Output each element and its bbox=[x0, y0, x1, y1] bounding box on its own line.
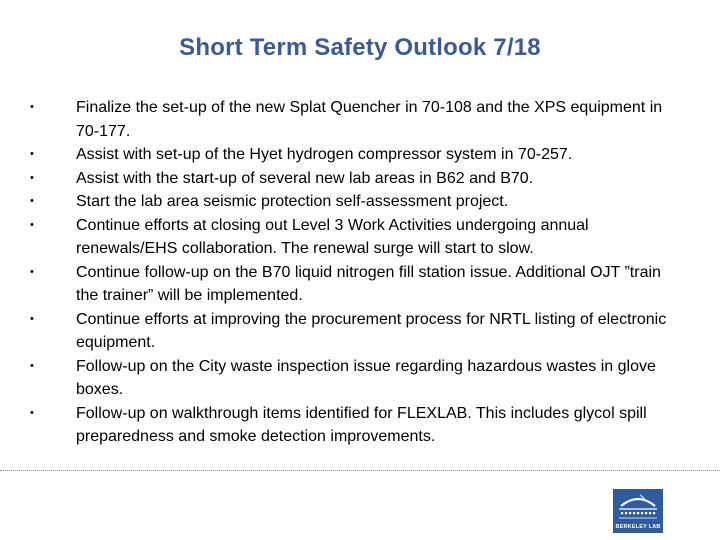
bullet-text: Finalize the set-up of the new Splat Quencher in 70-108 and the XPS equipment in 70-177. bbox=[76, 99, 663, 140]
bullet-text: Start the lab area seismic protection self-assessment project. bbox=[76, 193, 509, 210]
berkeley-lab-logo bbox=[613, 489, 663, 533]
bullet-text: Follow-up on the City waste inspection issue regarding hazardous wastes in glove boxes. bbox=[76, 357, 656, 398]
bullet-text: Follow-up on walkthrough items identified for FLEXLAB. This includes glycol spill preparedness and smoke detection improvements. bbox=[76, 404, 647, 445]
bullet-text: Continue efforts at closing out Level 3 Work Activities undergoing annual renewals/EHS collaboration. The renewal surge will start to slow. bbox=[76, 216, 589, 257]
bullet-icon: • bbox=[30, 406, 34, 419]
logo-text: BERKELEY LAB bbox=[615, 524, 661, 530]
bullet-icon: • bbox=[30, 171, 34, 184]
bullet-item bbox=[30, 167, 670, 191]
bullet-icon: • bbox=[30, 101, 34, 113]
bullet-item bbox=[30, 308, 670, 355]
bullet-item bbox=[30, 355, 670, 402]
bullet-text: Continue efforts at improving the procurement process for NRTL listing of electronic equipment. bbox=[76, 310, 667, 351]
bullet-item bbox=[30, 143, 670, 167]
bullet-icon: • bbox=[30, 148, 34, 160]
bullet-text: Continue follow-up on the B70 liquid nitrogen fill station issue. Additional OJT ”train the trainer” will be implemented. bbox=[76, 263, 661, 304]
bullet-text: Assist with set-up of the Hyet hydrogen compressor system in 70-257. bbox=[76, 146, 573, 163]
bullet-icon: • bbox=[30, 195, 34, 207]
bullet-icon: • bbox=[30, 265, 34, 278]
footer-divider bbox=[0, 470, 720, 471]
bullet-list bbox=[30, 96, 670, 449]
slide-title: Short Term Safety Outlook 7/18 bbox=[179, 34, 541, 61]
bullet-item bbox=[30, 96, 670, 143]
bullet-item bbox=[30, 190, 670, 214]
bullet-icon: • bbox=[30, 359, 34, 372]
bullet-icon: • bbox=[30, 312, 34, 325]
bullet-text: Assist with the start-up of several new lab areas in B62 and B70. bbox=[76, 169, 534, 187]
bullet-item bbox=[30, 214, 670, 261]
bullet-item bbox=[30, 402, 670, 449]
bullet-item bbox=[30, 261, 670, 308]
bullet-icon: • bbox=[30, 218, 34, 231]
